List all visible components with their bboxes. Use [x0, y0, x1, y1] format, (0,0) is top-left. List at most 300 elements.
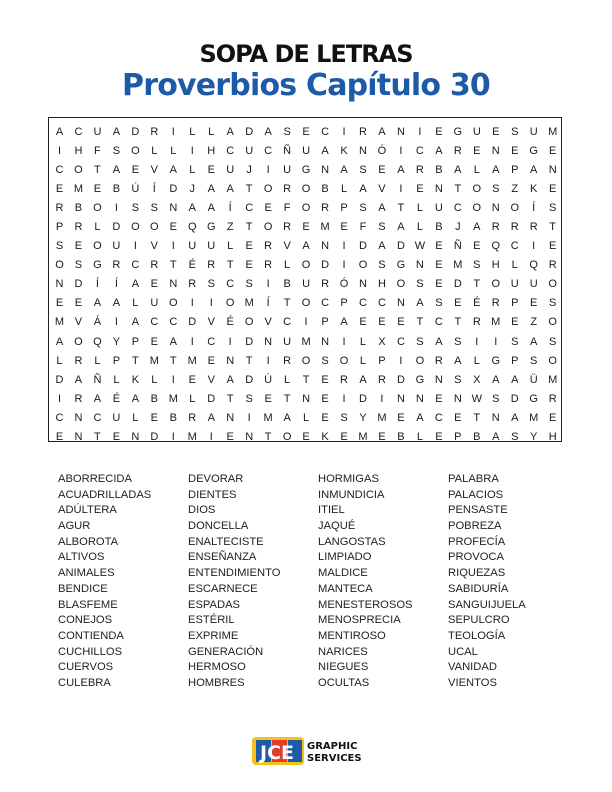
grid-cell: S — [207, 278, 215, 291]
grid-cell: R — [340, 373, 348, 386]
grid-cell: L — [473, 163, 480, 176]
grid-cell: E — [454, 411, 462, 424]
grid-cell: Q — [491, 240, 501, 253]
puzzle-subtitle: Proverbios Capítulo 30 — [122, 68, 490, 103]
word-item: ENTENDIMIENTO — [188, 567, 281, 580]
grid-cell: I — [266, 163, 270, 176]
grid-cell: L — [189, 125, 196, 138]
word-item: CUCHILLOS — [58, 645, 123, 658]
grid-cell: A — [112, 125, 121, 138]
grid-cell: M — [548, 125, 558, 138]
grid-cell: T — [131, 354, 139, 367]
grid-cell: N — [453, 392, 462, 405]
grid-cell: J — [455, 221, 461, 234]
word-item: VANIDAD — [448, 661, 497, 674]
grid-cell: A — [112, 297, 121, 310]
grid-cell: O — [510, 201, 520, 214]
grid-cell: R — [548, 392, 557, 405]
grid-cell: C — [415, 144, 424, 157]
grid-cell: I — [342, 335, 346, 348]
grid-cell: A — [302, 240, 310, 253]
word-list — [58, 472, 578, 692]
grid-cell: D — [245, 335, 254, 348]
grid-cell: E — [492, 125, 500, 138]
grid-cell: R — [510, 221, 519, 234]
grid-cell: R — [264, 240, 273, 253]
grid-cell: A — [511, 373, 519, 386]
grid-cell: A — [492, 431, 500, 444]
grid-cell: É — [473, 297, 481, 310]
grid-cell: I — [209, 431, 213, 444]
grid-cell: U — [112, 240, 121, 253]
grid-cell: C — [359, 297, 367, 310]
grid-cell: E — [55, 297, 64, 310]
word-item: ABORRECIDA — [58, 473, 132, 485]
grid-cell: S — [530, 354, 538, 367]
grid-row — [50, 294, 562, 313]
grid-cell: I — [57, 144, 62, 157]
grid-cell: H — [377, 278, 386, 291]
grid-cell: N — [169, 201, 178, 214]
grid-cell: L — [416, 201, 423, 214]
grid-cell: G — [93, 259, 102, 272]
grid-cell: R — [55, 201, 64, 214]
grid-cell: A — [340, 316, 348, 329]
grid-cell: L — [151, 373, 158, 386]
grid-cell: C — [131, 259, 140, 272]
grid-cell: D — [359, 240, 367, 253]
grid-cell: L — [170, 144, 177, 157]
grid-cell: É — [112, 392, 121, 405]
word-item: MENOSPRECIA — [318, 614, 401, 627]
grid-cell: E — [321, 392, 329, 405]
grid-cell: P — [454, 431, 462, 444]
grid-cell: C — [453, 201, 462, 214]
grid-cell: N — [415, 392, 424, 405]
grid-cell: I — [171, 240, 175, 253]
word-item: ADÚLTERA — [58, 504, 117, 517]
grid-cell: O — [491, 278, 501, 291]
grid-cell: R — [491, 297, 500, 310]
grid-cell: Í — [152, 182, 156, 195]
grid-cell: C — [245, 201, 254, 214]
grid-cell: E — [435, 278, 443, 291]
grid-cell: K — [340, 144, 348, 157]
grid-cell: A — [340, 163, 348, 176]
grid-cell: W — [471, 392, 482, 405]
grid-row — [50, 428, 562, 447]
grid-cell: E — [378, 316, 386, 329]
grid-cell: S — [55, 240, 64, 253]
grid-cell: T — [454, 316, 462, 329]
grid-cell: E — [359, 316, 367, 329]
grid-cell: R — [74, 392, 83, 405]
grid-cell: B — [321, 182, 329, 195]
grid-cell: S — [283, 125, 291, 138]
grid-cell: O — [150, 221, 159, 234]
grid-cell: Q — [187, 221, 197, 234]
grid-cell: S — [378, 221, 386, 234]
word-item: LANGOSTAS — [318, 535, 386, 548]
grid-cell: I — [171, 125, 175, 138]
grid-cell: I — [380, 392, 384, 405]
grid-cell: E — [378, 431, 386, 444]
grid-cell: L — [56, 354, 63, 367]
grid-cell: N — [226, 411, 235, 424]
grid-cell: P — [511, 354, 519, 367]
grid-cell: S — [435, 297, 443, 310]
logo-line1: GRAPHIC — [307, 741, 358, 752]
grid-cell: Y — [359, 411, 367, 424]
word-item: PROVOCA — [448, 551, 504, 564]
grid-cell: R — [491, 221, 500, 234]
word-item: PENSASTE — [448, 504, 508, 517]
grid-cell: G — [529, 144, 538, 157]
grid-cell: S — [454, 335, 462, 348]
letter-grid — [50, 122, 562, 447]
grid-cell: I — [190, 144, 194, 157]
grid-cell: I — [247, 411, 251, 424]
grid-cell: O — [169, 297, 178, 310]
grid-cell: Y — [112, 335, 121, 348]
grid-cell: Q — [93, 335, 102, 348]
grid-cell: A — [454, 354, 462, 367]
grid-cell: E — [511, 316, 519, 329]
grid-cell: E — [169, 221, 177, 234]
grid-cell: I — [399, 354, 403, 367]
grid-cell: L — [94, 354, 101, 367]
grid-cell: Ñ — [93, 373, 102, 386]
grid-cell: M — [377, 411, 387, 424]
grid-cell: D — [150, 431, 159, 444]
grid-cell: O — [472, 201, 482, 214]
grid-cell: E — [264, 201, 272, 214]
grid-cell: N — [264, 335, 273, 348]
grid-cell: R — [321, 201, 330, 214]
puzzle-title: SOPA DE LETRAS — [199, 40, 413, 68]
grid-cell: I — [532, 240, 536, 253]
grid-cell: A — [321, 144, 329, 157]
grid-cell: A — [511, 411, 519, 424]
grid-cell: R — [112, 259, 121, 272]
grid-cell: E — [131, 163, 140, 176]
grid-cell: B — [150, 392, 158, 405]
grid-cell: N — [491, 201, 500, 214]
word-item: OCULTAS — [318, 676, 370, 689]
grid-cell: C — [55, 411, 64, 424]
grid-cell: Ú — [131, 182, 140, 195]
grid-cell: E — [207, 163, 215, 176]
grid-cell: N — [491, 411, 500, 424]
grid-cell: K — [131, 373, 140, 386]
grid-cell: S — [340, 411, 348, 424]
grid-cell: R — [548, 259, 557, 272]
grid-cell: L — [189, 392, 196, 405]
grid-cell: É — [226, 316, 234, 329]
grid-cell: P — [511, 297, 519, 310]
grid-cell: E — [454, 297, 462, 310]
word-item: DEVORAR — [188, 473, 244, 485]
grid-cell: L — [227, 240, 234, 253]
grid-cell: C — [169, 316, 178, 329]
grid-cell: A — [207, 182, 215, 195]
grid-cell: R — [188, 411, 197, 424]
grid-cell: O — [301, 182, 311, 195]
grid-cell: O — [548, 354, 557, 367]
grid-cell: E — [55, 431, 64, 444]
grid-cell: O — [244, 316, 254, 329]
grid-cell: O — [263, 182, 273, 195]
grid-cell: M — [187, 431, 197, 444]
grid-cell: Í — [266, 297, 270, 310]
grid-cell: E — [549, 144, 557, 157]
word-item: HERMOSO — [188, 661, 246, 674]
grid-cell: F — [283, 201, 291, 214]
grid-cell: G — [206, 221, 216, 234]
grid-cell: T — [416, 316, 424, 329]
grid-cell: P — [55, 221, 64, 234]
grid-cell: D — [74, 278, 83, 291]
grid-cell: N — [321, 163, 330, 176]
word-item: MENTIROSO — [318, 629, 386, 642]
grid-cell: P — [112, 354, 121, 367]
grid-cell: A — [435, 335, 443, 348]
grid-cell: R — [377, 373, 386, 386]
grid-cell: M — [73, 182, 84, 195]
grid-cell: O — [358, 259, 368, 272]
grid-cell: J — [246, 163, 252, 176]
grid-cell: O — [472, 182, 482, 195]
grid-cell: T — [245, 221, 253, 234]
grid-cell: V — [378, 182, 386, 195]
grid-cell: K — [321, 431, 329, 444]
grid-cell: L — [284, 259, 291, 272]
word-item: ALBOROTA — [58, 535, 119, 548]
grid-cell: A — [530, 163, 538, 176]
grid-cell: C — [74, 125, 83, 138]
grid-cell: E — [416, 182, 424, 195]
grid-cell: V — [207, 316, 215, 329]
word-item: DIENTES — [188, 488, 237, 501]
grid-cell: I — [190, 335, 194, 348]
grid-cell: I — [342, 125, 346, 138]
grid-cell: O — [131, 221, 140, 234]
grid-cell: D — [112, 221, 121, 234]
grid-cell: R — [150, 125, 159, 138]
grid-cell: O — [93, 201, 102, 214]
word-item: PROFECÍA — [448, 535, 506, 548]
grid-cell: A — [55, 335, 64, 348]
grid-cell: L — [151, 144, 158, 157]
grid-cell: U — [529, 125, 538, 138]
grid-cell: N — [245, 431, 254, 444]
grid-cell: E — [435, 125, 443, 138]
grid-cell: E — [549, 182, 557, 195]
grid-cell: E — [245, 259, 253, 272]
grid-cell: T — [397, 201, 405, 214]
grid-cell: R — [207, 259, 216, 272]
grid-cell: D — [396, 240, 405, 253]
grid-cell: U — [510, 278, 519, 291]
grid-row — [50, 217, 562, 236]
grid-cell: E — [55, 182, 64, 195]
grid-cell: U — [529, 278, 538, 291]
word-item: GENERACIÓN — [188, 645, 264, 658]
grid-cell: N — [434, 373, 443, 386]
grid-cell: M — [320, 221, 330, 234]
grid-cell: N — [321, 335, 330, 348]
grid-cell: I — [266, 278, 270, 291]
grid-cell: P — [321, 316, 329, 329]
grid-cell: R — [321, 278, 330, 291]
grid-cell: U — [434, 201, 443, 214]
word-item: PALACIOS — [448, 488, 504, 501]
grid-cell: O — [301, 354, 311, 367]
grid-cell: N — [415, 259, 424, 272]
grid-cell: O — [225, 297, 235, 310]
grid-cell: A — [112, 163, 121, 176]
grid-cell: M — [263, 411, 273, 424]
grid-cell: C — [226, 144, 235, 157]
grid-cell: L — [416, 221, 423, 234]
grid-cell: F — [94, 144, 101, 157]
grid-cell: M — [491, 316, 501, 329]
grid-cell: N — [548, 163, 557, 176]
grid-cell: S — [321, 354, 329, 367]
word-column — [448, 472, 578, 692]
grid-cell: Ñ — [283, 144, 292, 157]
grid-cell: L — [132, 297, 139, 310]
grid-cell: A — [416, 411, 424, 424]
grid-cell: O — [415, 354, 425, 367]
grid-cell: N — [321, 240, 330, 253]
word-item: NARICES — [318, 645, 368, 658]
grid-cell: R — [359, 125, 367, 138]
grid-cell: N — [396, 297, 405, 310]
grid-row — [50, 256, 562, 275]
grid-cell: D — [55, 373, 64, 386]
word-column — [188, 472, 318, 692]
grid-cell: U — [302, 144, 311, 157]
grid-cell: B — [283, 278, 291, 291]
grid-cell: S — [492, 392, 500, 405]
grid-cell: Ú — [264, 373, 273, 386]
grid-cell: Í — [95, 278, 99, 291]
grid-cell: A — [530, 335, 538, 348]
grid-cell: R — [472, 316, 481, 329]
grid-cell: B — [169, 411, 177, 424]
grid-cell: S — [416, 335, 424, 348]
grid-cell: U — [188, 240, 197, 253]
grid-cell: I — [228, 335, 232, 348]
grid-cell: C — [510, 240, 519, 253]
grid-cell: E — [321, 373, 329, 386]
grid-cell: C — [207, 335, 216, 348]
grid-cell: Ó — [377, 144, 387, 157]
grid-cell: E — [74, 297, 83, 310]
grid-cell: E — [302, 431, 310, 444]
grid-row — [50, 160, 562, 179]
grid-cell: S — [378, 259, 386, 272]
grid-cell: E — [302, 221, 310, 234]
grid-cell: E — [150, 335, 158, 348]
grid-cell: D — [396, 373, 405, 386]
grid-cell: E — [397, 411, 405, 424]
grid-cell: D — [207, 392, 216, 405]
grid-cell: S — [131, 201, 140, 214]
word-item: AGUR — [58, 520, 91, 533]
grid-cell: V — [150, 163, 158, 176]
grid-cell: I — [494, 335, 498, 348]
grid-cell: M — [54, 316, 65, 329]
grid-row — [50, 179, 562, 198]
word-column — [58, 472, 188, 692]
grid-cell: U — [283, 335, 292, 348]
grid-cell: I — [399, 182, 403, 195]
grid-cell: E — [340, 221, 348, 234]
grid-cell: P — [340, 297, 348, 310]
grid-cell: O — [548, 278, 557, 291]
grid-cell: I — [342, 240, 346, 253]
grid-cell: B — [74, 201, 83, 214]
grid-cell: G — [415, 373, 425, 386]
grid-cell: L — [113, 373, 120, 386]
grid-cell: H — [491, 259, 500, 272]
grid-cell: C — [226, 278, 235, 291]
grid-cell: A — [378, 201, 386, 214]
word-item: CULEBRA — [58, 676, 111, 689]
grid-cell: C — [321, 125, 330, 138]
grid-cell: E — [226, 431, 234, 444]
grid-row — [50, 141, 562, 160]
grid-cell: N — [226, 354, 235, 367]
word-item: ENALTECISTE — [188, 535, 264, 548]
grid-cell: L — [132, 411, 139, 424]
grid-cell: S — [245, 278, 253, 291]
grid-cell: T — [245, 182, 253, 195]
grid-cell: U — [112, 411, 121, 424]
grid-cell: E — [378, 163, 386, 176]
grid-cell: D — [169, 182, 178, 195]
grid-cell: S — [549, 201, 557, 214]
grid-cell: A — [169, 163, 177, 176]
word-item: RIQUEZAS — [448, 567, 506, 580]
grid-cell: Í — [532, 201, 536, 214]
grid-cell: L — [284, 373, 291, 386]
grid-cell: A — [397, 221, 405, 234]
grid-cell: U — [226, 163, 235, 176]
grid-cell: L — [416, 431, 423, 444]
grid-cell: A — [378, 240, 386, 253]
grid-cell: B — [112, 182, 121, 195]
word-item: ESPADAS — [188, 598, 241, 611]
word-item: POBREZA — [448, 520, 502, 533]
grid-cell: A — [454, 163, 462, 176]
jce-graphic-services-logo — [250, 733, 362, 769]
grid-cell: B — [435, 221, 443, 234]
grid-cell: A — [492, 373, 500, 386]
grid-cell: A — [74, 373, 83, 386]
grid-cell: Z — [530, 316, 538, 329]
grid-cell: U — [302, 278, 311, 291]
grid-cell: A — [435, 144, 443, 157]
grid-cell: B — [435, 163, 443, 176]
grid-cell: O — [74, 163, 83, 176]
grid-cell: E — [549, 411, 557, 424]
grid-cell: E — [302, 125, 310, 138]
grid-cell: E — [207, 354, 215, 367]
grid-cell: T — [283, 297, 291, 310]
